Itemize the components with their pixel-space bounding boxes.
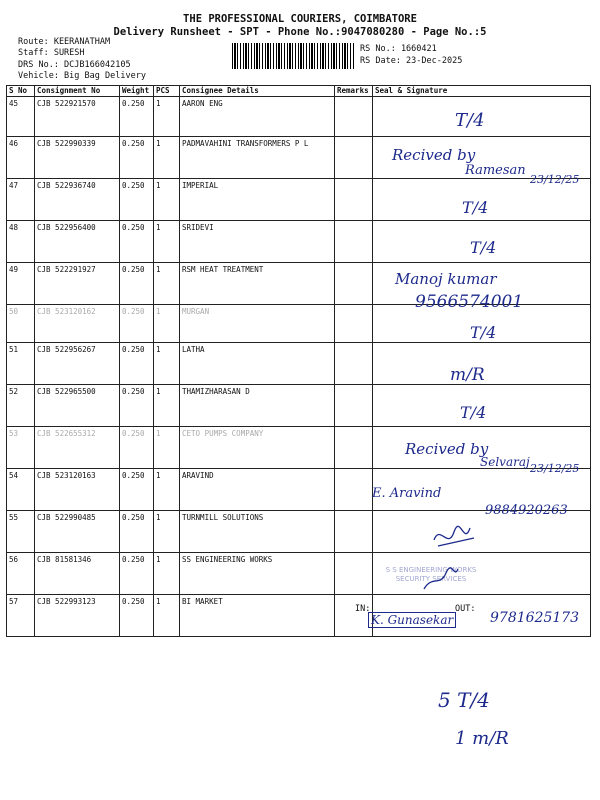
row-pcs: 1 <box>154 427 180 469</box>
row-consignee: RSM HEAT TREATMENT <box>180 263 335 305</box>
col-sno: S No <box>7 86 35 97</box>
route: Route: KEERANATHAM <box>18 37 111 47</box>
row-consignment-no: CJB 522655312 <box>35 427 120 469</box>
handwritten-mark: m/R <box>450 365 485 385</box>
row-weight: 0.250 <box>120 343 154 385</box>
row-weight: 0.250 <box>120 469 154 511</box>
row-sno: 56 <box>7 553 35 595</box>
row-consignment-no: CJB 522956400 <box>35 221 120 263</box>
row-pcs: 1 <box>154 137 180 179</box>
row-weight: 0.250 <box>120 553 154 595</box>
row-consignment-no: CJB 522291927 <box>35 263 120 305</box>
handwritten-phone: 9566574001 <box>415 292 524 312</box>
rs-number: RS No.: 1660421 <box>360 44 437 54</box>
row-pcs: 1 <box>154 511 180 553</box>
row-consignee: AARON ENG <box>180 97 335 137</box>
row-consignee: LATHA <box>180 343 335 385</box>
handwritten-mark: T/4 <box>470 323 497 342</box>
col-weight: Weight <box>120 86 154 97</box>
stamp-out-label: OUT: <box>455 604 476 614</box>
table-row <box>7 343 591 385</box>
row-pcs: 1 <box>154 305 180 343</box>
row-consignment-no: CJB 522956267 <box>35 343 120 385</box>
row-consignee: SS ENGINEERING WORKS <box>180 553 335 595</box>
row-weight: 0.250 <box>120 97 154 137</box>
stamp-line: S S ENGINEERING WORKS <box>385 566 477 574</box>
row-remarks <box>335 511 373 553</box>
row-consignee: PADMAVAHINI TRANSFORMERS P L <box>180 137 335 179</box>
handwritten-summary: 5 T/4 <box>438 688 490 712</box>
row-consignee: BI MARKET <box>180 595 335 637</box>
handwritten-mark: T/4 <box>460 403 487 422</box>
row-consignee: IMPERIAL <box>180 179 335 221</box>
row-weight: 0.250 <box>120 511 154 553</box>
row-pcs: 1 <box>154 179 180 221</box>
row-weight: 0.250 <box>120 595 154 637</box>
row-pcs: 1 <box>154 263 180 305</box>
row-consignment-no: CJB 522965500 <box>35 385 120 427</box>
row-sno: 52 <box>7 385 35 427</box>
handwritten-mark: T/4 <box>455 110 485 131</box>
row-consignee: ARAVIND <box>180 469 335 511</box>
handwritten-received: Recived by <box>405 440 489 458</box>
handwritten-phone: 9884920263 <box>485 503 568 518</box>
row-consignment-no: CJB 523120162 <box>35 305 120 343</box>
handwritten-received: Recived by <box>392 146 476 164</box>
vehicle: Vehicle: Big Bag Delivery <box>18 71 146 81</box>
handwritten-name: K. Gunasekar <box>368 612 456 628</box>
table-header-row <box>7 86 591 97</box>
row-sno: 45 <box>7 97 35 137</box>
row-weight: 0.250 <box>120 263 154 305</box>
handwritten-name: Ramesan <box>465 163 526 178</box>
handwritten-date: 23/12/25 <box>530 173 580 186</box>
row-sno: 55 <box>7 511 35 553</box>
row-consignee: TURNMILL SOLUTIONS <box>180 511 335 553</box>
row-consignee: MURGAN <box>180 305 335 343</box>
rs-date: RS Date: 23-Dec-2025 <box>360 56 463 66</box>
handwritten-mark: T/4 <box>462 198 489 217</box>
handwritten-mark: T/4 <box>470 238 497 257</box>
row-pcs: 1 <box>154 469 180 511</box>
row-sno: 51 <box>7 343 35 385</box>
row-remarks <box>335 221 373 263</box>
drs-number: DRS No.: DCJB166042105 <box>18 60 131 70</box>
row-pcs: 1 <box>154 221 180 263</box>
signature-scribble <box>430 520 480 552</box>
row-sno: 48 <box>7 221 35 263</box>
barcode <box>232 43 354 69</box>
row-weight: 0.250 <box>120 305 154 343</box>
row-consignment-no: CJB 522990339 <box>35 137 120 179</box>
row-pcs: 1 <box>154 97 180 137</box>
handwritten-summary: 1 m/R <box>455 728 509 749</box>
row-sno: 49 <box>7 263 35 305</box>
row-sno: 46 <box>7 137 35 179</box>
handwritten-name: Manoj kumar <box>395 270 497 288</box>
row-sno: 47 <box>7 179 35 221</box>
row-remarks <box>335 343 373 385</box>
row-consignee: THAMIZHARASAN D <box>180 385 335 427</box>
stamp-signature-scribble <box>420 565 460 595</box>
row-weight: 0.250 <box>120 427 154 469</box>
table-row <box>7 179 591 221</box>
col-seal-signature: Seal & Signature <box>373 86 591 97</box>
row-remarks <box>335 179 373 221</box>
runsheet-subtitle: Delivery Runsheet - SPT - Phone No.:9047080280 - Page No.:5 <box>113 26 487 38</box>
row-pcs: 1 <box>154 595 180 637</box>
table-row <box>7 221 591 263</box>
row-sno: 57 <box>7 595 35 637</box>
row-consignment-no: CJB 523120163 <box>35 469 120 511</box>
row-remarks <box>335 427 373 469</box>
handwritten-name: E. Aravind <box>372 486 442 501</box>
row-consignee: CETO PUMPS COMPANY <box>180 427 335 469</box>
row-remarks <box>335 137 373 179</box>
handwritten-date: 23/12/25 <box>530 462 580 475</box>
row-weight: 0.250 <box>120 179 154 221</box>
row-consignment-no: CJB 522921570 <box>35 97 120 137</box>
row-consignment-no: CJB 81581346 <box>35 553 120 595</box>
stamp-in-label: IN: <box>355 604 371 614</box>
row-sno: 50 <box>7 305 35 343</box>
table-row <box>7 385 591 427</box>
col-remarks: Remarks <box>335 86 373 97</box>
row-pcs: 1 <box>154 553 180 595</box>
row-weight: 0.250 <box>120 221 154 263</box>
row-pcs: 1 <box>154 385 180 427</box>
row-sno: 54 <box>7 469 35 511</box>
row-weight: 0.250 <box>120 385 154 427</box>
col-consignment: Consignment No <box>35 86 120 97</box>
handwritten-phone: 9781625173 <box>490 610 580 626</box>
col-consignee: Consignee Details <box>180 86 335 97</box>
table-row <box>7 97 591 137</box>
row-weight: 0.250 <box>120 137 154 179</box>
row-consignment-no: CJB 522936740 <box>35 179 120 221</box>
row-remarks <box>335 97 373 137</box>
company-name: THE PROFESSIONAL COURIERS, COIMBATORE <box>183 13 417 25</box>
row-remarks <box>335 385 373 427</box>
stamp-line: SECURITY SERVICES <box>395 575 467 583</box>
row-consignment-no: CJB 522993123 <box>35 595 120 637</box>
row-remarks <box>335 305 373 343</box>
row-consignee: SRIDEVI <box>180 221 335 263</box>
row-consignment-no: CJB 522990485 <box>35 511 120 553</box>
row-remarks <box>335 263 373 305</box>
row-sno: 53 <box>7 427 35 469</box>
handwritten-name: Selvaraj <box>480 455 530 469</box>
row-remarks <box>335 469 373 511</box>
staff: Staff: SURESH <box>18 48 85 58</box>
row-pcs: 1 <box>154 343 180 385</box>
col-pcs: PCS <box>154 86 180 97</box>
